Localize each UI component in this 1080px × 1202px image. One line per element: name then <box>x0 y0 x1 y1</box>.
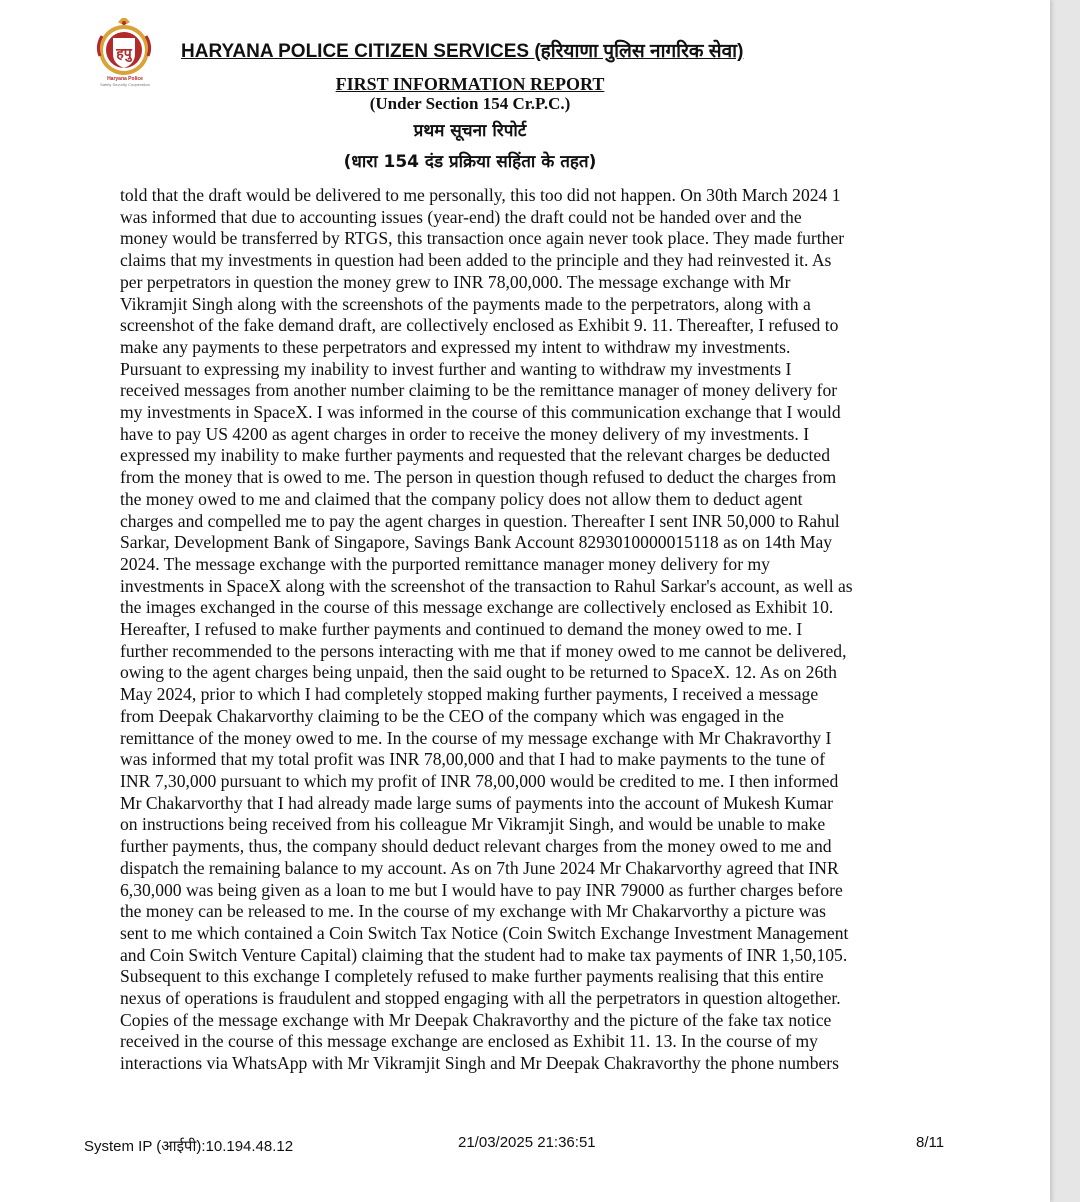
body-line: money would be transferred by RTGS, this transaction once again never took place. They made further <box>120 228 845 249</box>
body-line: make any payments to these perpetrators and expressed my intent to withdraw my investments. <box>120 336 791 357</box>
body-line: dispatch the remaining balance to my account. As on 7th June 2024 Mr Chakarvorthy agreed that INR <box>120 857 839 878</box>
body-line: investments in SpaceX along with the screenshot of the transaction to Rahul Sarkar's account, as well as <box>120 575 853 596</box>
body-line: the money owed to me and claimed that the company policy does not allow them to deduct agent <box>120 488 803 509</box>
body-line: May 2024, prior to which I had completely stopped making further payments, I received a message <box>120 684 819 705</box>
body-line: nexus of operations is fraudulent and stopped engaging with all the perpetrators in question altogether. <box>120 988 841 1009</box>
body-line: owing to the agent charges being unpaid, then the said ought to be returned to SpaceX. 12. As on 26th <box>120 662 837 683</box>
body-line: charges and compelled me to pay the agent charges in question. Thereafter I sent INR 50,000 to Rahul <box>120 510 840 531</box>
body-line: Mr Chakarvorthy that I had already made large sums of payments into the account of Mukesh Kumar <box>120 792 834 813</box>
body-line: my investments in SpaceX. I was informed in the course of this communication exchange that I would <box>120 402 841 423</box>
body-line: from the money that is owed to me. The person in question though refused to deduct the charges from <box>120 467 837 488</box>
body-line: told that the draft would be delivered to me personally, this too did not happen. On 30th March 2024 1 <box>120 185 841 205</box>
report-section: (Under Section 154 Cr.P.C.) <box>369 94 571 113</box>
page-number: 8/11 <box>916 1134 945 1151</box>
report-section-hindi: (धारा 154 दंड प्रक्रिया सहिंता के तहत) <box>343 152 597 172</box>
body-line: sent to me which contained a Coin Switch Tax Notice (Coin Switch Exchange Investment Management <box>120 922 849 943</box>
logo-tagline: Safety Security Cooperation <box>100 82 150 87</box>
org-title: HARYANA POLICE CITIZEN SERVICES (हरियाणा पुलिस नागरिक सेवा) <box>181 41 744 62</box>
body-line: Copies of the message exchange with Mr Deepak Chakravorthy and the picture of the fake tax notice <box>120 1009 832 1030</box>
body-line: received in the course of this message exchange are enclosed as Exhibit 11. 13. In the course of my <box>120 1031 818 1052</box>
body-line: 6,30,000 was being given as a loan to me but I would have to pay INR 79000 as further charges before <box>120 879 843 900</box>
body-line: Hereafter, I refused to make further payments and continued to demand the money owed to me. I <box>120 619 803 640</box>
body-line: Subsequent to this exchange I completely refused to make further payments realising that this entire <box>120 966 824 987</box>
body-line: expressed my inability to make further payments and requested that the relevant charges be deducted <box>120 445 831 466</box>
body-line: Pursuant to expressing my inability to invest further and wanting to withdraw my investments I <box>120 358 792 379</box>
body-line: have to pay US 4200 as agent charges in order to receive the money delivery of my investments. I <box>120 423 810 444</box>
body-line: INR 7,30,000 pursuant to which my profit of INR 78,00,000 would be credited to me. I then informed <box>120 770 839 791</box>
body-line: screenshot of the fake demand draft, are collectively enclosed as Exhibit 9. 11. Thereafter, I refused to <box>120 315 839 336</box>
body-line: was informed that due to accounting issues (year-end) the draft could not be handed over and the <box>120 206 802 227</box>
body-line: 2024. The message exchange with the purported remittance manager money delivery for my <box>120 553 770 574</box>
body-line: received messages from another number claiming to be the remittance manager of money delivery for <box>120 380 838 401</box>
report-title-hindi: प्रथम सूचना रिपोर्ट <box>413 121 527 141</box>
body-line: was informed that my total profit was INR 78,00,000 and that I had to make payments to the tune of <box>120 749 826 770</box>
body-line: remittance of the money owed to me. In the course of my message exchange with Mr Chakravorthy I <box>120 727 832 748</box>
body-line: on instructions being received from his colleague Mr Vikramjit Singh, and would be unable to make <box>120 814 826 835</box>
logo-caption: Haryana Police <box>107 76 143 82</box>
body-line: and Coin Switch Venture Capital) claiming that the student had to make tax payments of INR 1,50,105. <box>120 944 848 965</box>
body-line: the money can be released to me. In the course of my exchange with Mr Chakarvorthy a picture was <box>120 901 826 922</box>
logo-emblem-text: हपु <box>116 46 132 62</box>
body-line: further recommended to the persons interacting with me that if money owed to me cannot be delivered, <box>120 640 847 661</box>
body-line: interactions via WhatsApp with Mr Vikramjit Singh and Mr Deepak Chakravorthy the phone numbers <box>120 1053 840 1074</box>
body-line: the images exchanged in the course of this message exchange are collectively enclosed as Exhibit 10. <box>120 597 834 618</box>
body-line: Vikramjit Singh along with the screenshots of the payments made to the perpetrators, along with a <box>120 293 811 314</box>
report-title: FIRST INFORMATION REPORT <box>335 74 605 94</box>
body-line: Sarkar, Development Bank of Singapore, Savings Bank Account 8293010000015118 as on 14th May <box>120 532 833 553</box>
body-line: further payments, thus, the company should deduct relevant charges from the money owed to me and <box>120 836 832 857</box>
body-line: per perpetrators in question the money grew to INR 78,00,000. The message exchange with Mr <box>120 271 791 292</box>
system-ip: System IP (आईपी):10.194.48.12 <box>84 1138 294 1155</box>
body-line: claims that my investments in question had been added to the principle and they had reinvested it. As <box>120 250 832 271</box>
body-line: from Deepak Chakarvorthy claiming to be the CEO of the company which was engaged in the <box>120 705 784 726</box>
timestamp: 21/03/2025 21:36:51 <box>458 1134 596 1151</box>
report-body <box>120 185 932 1075</box>
